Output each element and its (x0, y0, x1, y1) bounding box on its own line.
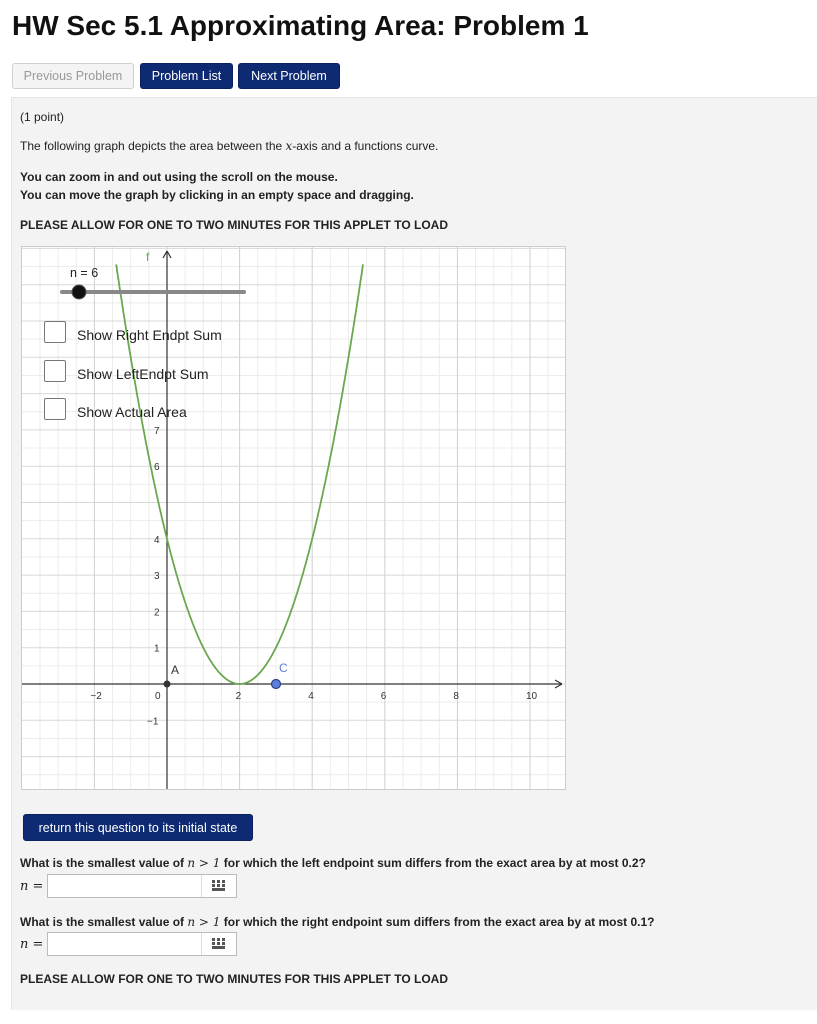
page-title: HW Sec 5.1 Approximating Area: Problem 1 (12, 10, 589, 41)
intro-variable: x (285, 139, 293, 153)
math-keyboard-button-1[interactable] (201, 875, 236, 897)
x-tick-labels (90, 691, 537, 702)
problem-intro (20, 139, 438, 153)
checkbox-actual-area-label: Show Actual Area (77, 404, 187, 420)
x-tick-label: 2 (235, 691, 242, 702)
keyboard-icon (212, 880, 226, 892)
checkbox-actual-area[interactable] (44, 398, 66, 420)
checkbox-left-endpt-sum[interactable] (44, 360, 66, 382)
y-tick-label: 6 (154, 462, 160, 474)
answer-1-box (47, 874, 237, 898)
zoom-note: You can zoom in and out using the scroll on the mouse. (20, 170, 338, 184)
answer-1-input[interactable] (48, 875, 203, 897)
move-note: You can move the graph by clicking in an empty space and dragging. (20, 188, 414, 202)
question-2-text-end: for which the right endpoint sum differs from the exact area by at most 0.1? (220, 915, 655, 929)
point-c-label: C (279, 661, 288, 675)
y-tick-label: −1 (147, 716, 159, 728)
reset-question-button[interactable]: return this question to its initial state (23, 814, 253, 841)
checkbox-right-endpt-sum[interactable] (44, 321, 66, 343)
question-1-text-end: for which the left endpoint sum differs from the exact area by at most 0.2? (220, 856, 646, 870)
point-a[interactable] (164, 681, 171, 688)
intro-text-start: The following graph depicts the area between the (20, 139, 286, 153)
slider-handle[interactable] (72, 285, 86, 299)
keyboard-icon (212, 938, 226, 950)
geogebra-applet[interactable] (21, 246, 566, 790)
intro-text-end: -axis and a functions curve. (292, 139, 439, 153)
slider-label: n = 6 (70, 266, 99, 280)
y-tick-label: 3 (154, 571, 160, 583)
problem-points: (1 point) (20, 110, 65, 124)
question-2 (20, 915, 655, 929)
y-tick-label: 4 (154, 534, 160, 546)
math-keyboard-button-2[interactable] (201, 933, 236, 955)
applet-load-note: PLEASE ALLOW FOR ONE TO TWO MINUTES FOR THIS APPLET TO LOAD (20, 218, 448, 232)
point-a-label: A (171, 663, 180, 677)
x-tick-label: 4 (308, 691, 314, 702)
question-2-text-start: What is the smallest value of (20, 915, 188, 929)
applet-load-note-bottom: PLEASE ALLOW FOR ONE TO TWO MINUTES FOR THIS APPLET TO LOAD (20, 972, 448, 986)
answer-2-label: n = (20, 937, 44, 952)
y-tick-label: 2 (154, 607, 160, 619)
x-tick-label: −2 (90, 691, 102, 702)
x-tick-label: 6 (380, 691, 387, 702)
y-tick-label: 7 (154, 425, 160, 437)
previous-problem-button[interactable]: Previous Problem (12, 63, 134, 89)
x-tick-label: 10 (526, 691, 538, 702)
x-tick-label: 0 (155, 691, 161, 702)
checkbox-right-endpt-sum-label: Show Right Endpt Sum (77, 327, 222, 343)
question-1 (20, 856, 646, 870)
checkbox-left-endpt-sum-label: Show LeftEndpt Sum (77, 366, 209, 382)
function-label: f (146, 250, 150, 264)
question-2-math: n > 1 (187, 915, 221, 929)
y-tick-label: 1 (154, 643, 160, 655)
point-c[interactable] (272, 680, 281, 689)
next-problem-button[interactable]: Next Problem (238, 63, 340, 89)
question-1-text-start: What is the smallest value of (20, 856, 188, 870)
problem-list-button[interactable]: Problem List (140, 63, 233, 89)
answer-2-box (47, 932, 237, 956)
x-tick-label: 8 (453, 691, 459, 702)
answer-2-input[interactable] (48, 933, 203, 955)
question-1-math: n > 1 (187, 856, 221, 870)
answer-1-label: n = (20, 879, 44, 894)
